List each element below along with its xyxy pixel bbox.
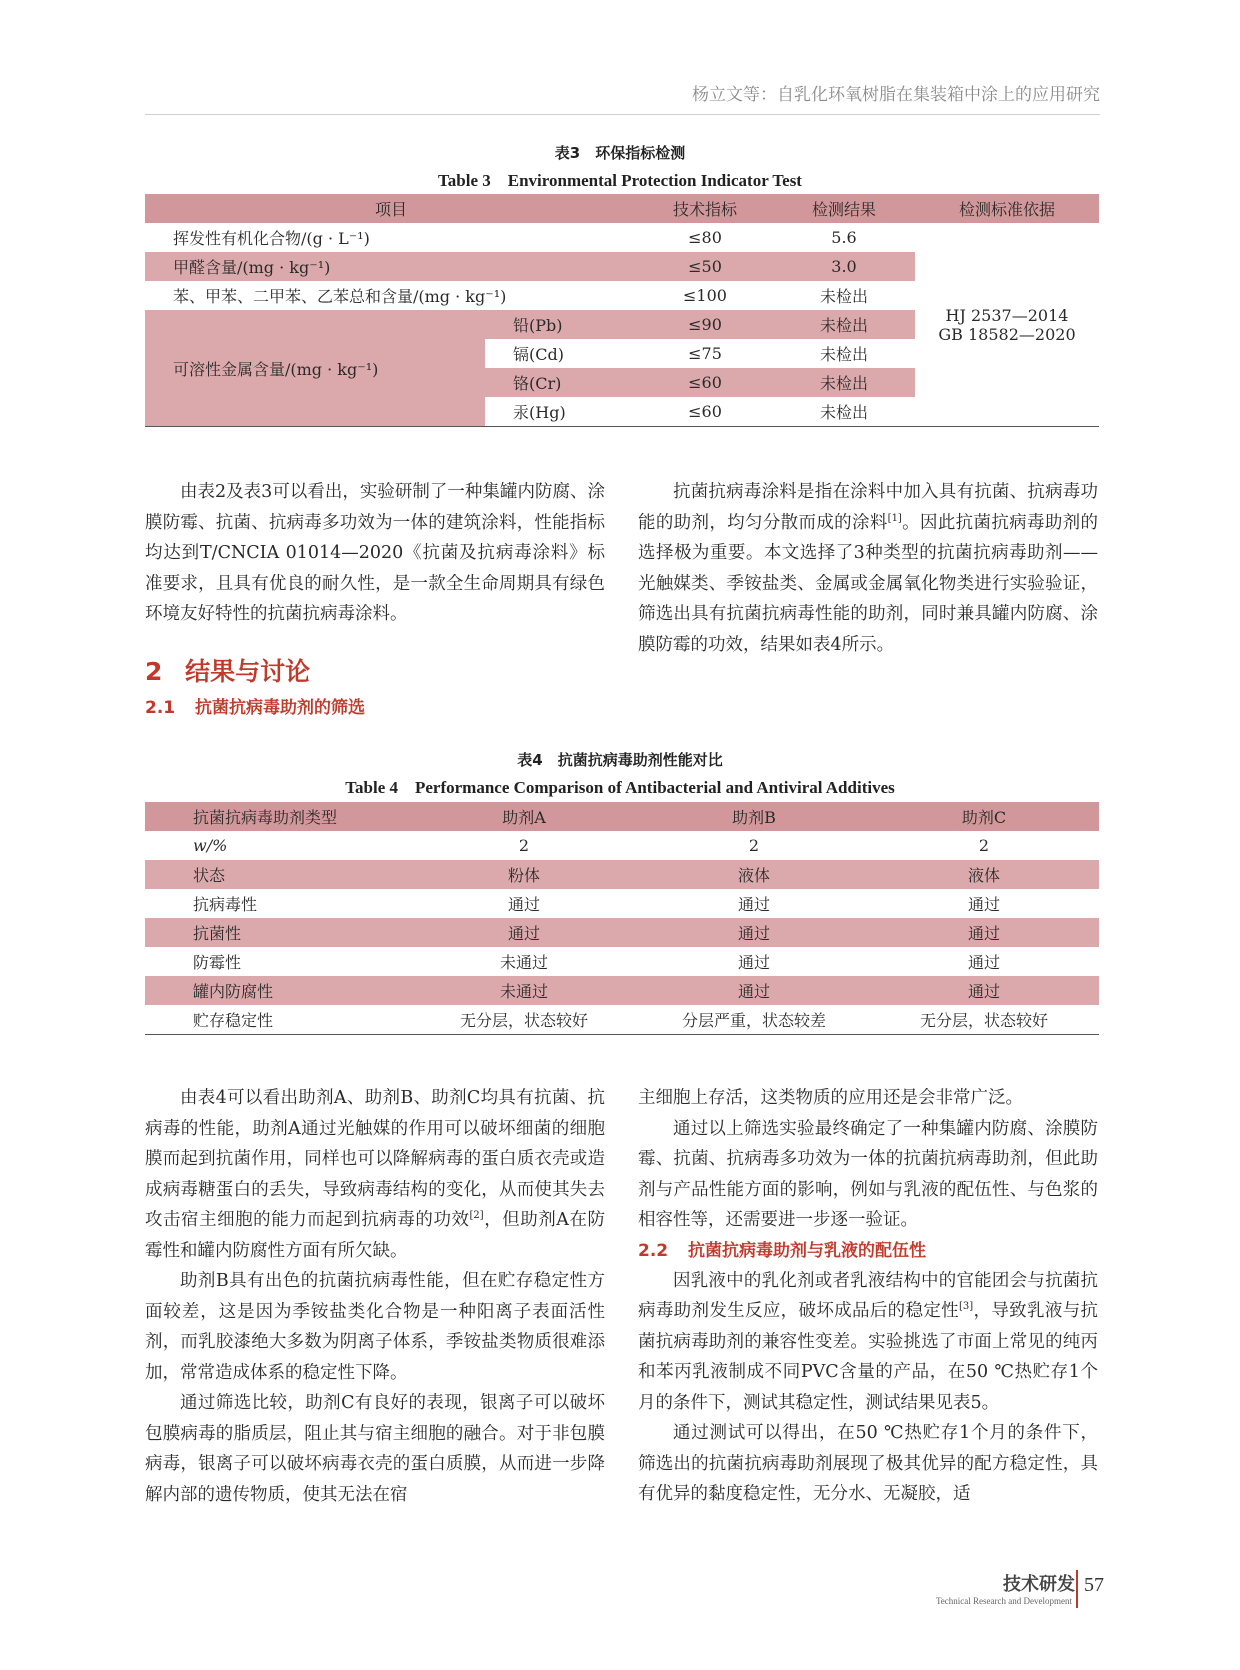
table3-metal-result: 未检出 bbox=[773, 310, 915, 339]
paragraph-text: 因乳液中的乳化剂或者乳液结构中的官能团会与抗菌抗病毒助剂发生反应，破坏成品后的稳定性 bbox=[638, 1270, 1098, 1321]
table4-header-c: 助剂C bbox=[869, 802, 1099, 831]
table3-header-result: 检测结果 bbox=[773, 194, 915, 223]
paragraph bbox=[638, 477, 1098, 660]
table3-metal-name: 镉(Cd) bbox=[513, 345, 564, 364]
footer-section-title-en: Technical Research and Development bbox=[935, 1596, 1072, 1606]
table3-benzene-spec: ≤100 bbox=[683, 286, 727, 305]
table3-formaldehyde-result: 3.0 bbox=[773, 252, 915, 281]
table4-cell: 无分层，状态较好 bbox=[459, 1011, 588, 1030]
table4-cell: 通过 bbox=[737, 953, 770, 972]
table4-row bbox=[145, 860, 1099, 889]
section-21-title: 抗菌抗病毒助剂的筛选 bbox=[195, 698, 366, 718]
table4-cell: 分层严重，状态较差 bbox=[681, 1011, 826, 1030]
table3-benzene-label: 苯、甲苯、二甲苯、乙苯总和含量/(mg · kg⁻¹) bbox=[173, 287, 507, 306]
table4-row bbox=[145, 918, 1099, 947]
table3-header-standard: 检测标准依据 bbox=[915, 194, 1099, 223]
table3-standard-cell bbox=[915, 223, 1099, 427]
table3-row-voc bbox=[145, 223, 1099, 252]
table4-row-label: 状态 bbox=[145, 860, 409, 889]
paragraph: 助剂B具有出色的抗菌抗病毒性能，但在贮存稳定性方面较差，这是因为季铵盐类化合物是一种阳离子表面活性剂，而乳胶漆绝大多数为阴离子体系，季铵盐类物质很难添加，常常造成体系的稳定性下降。 bbox=[145, 1271, 605, 1383]
table3-header-row bbox=[145, 194, 1099, 223]
table3-benzene-result: 未检出 bbox=[819, 287, 868, 306]
table3-metal-result: 未检出 bbox=[819, 403, 868, 422]
table3-metal-result: 未检出 bbox=[819, 345, 868, 364]
table4-header-a: 助剂A bbox=[409, 802, 639, 831]
table3-caption-en: Table 3 Environmental Protection Indicator Test bbox=[438, 171, 802, 190]
left-column-top bbox=[145, 477, 605, 630]
table4-header-b: 助剂B bbox=[639, 802, 869, 831]
left-column-bottom bbox=[145, 1083, 605, 1510]
table4-row bbox=[145, 947, 1099, 976]
paragraph-text: 抗菌抗病毒涂料是指在涂料中加入具有抗菌、抗病毒功能的助剂，均匀分散而成的涂料 bbox=[638, 482, 1098, 533]
paragraph bbox=[145, 1083, 605, 1266]
table3-voc-result: 5.6 bbox=[831, 228, 857, 247]
table3-metal-spec: ≤60 bbox=[637, 368, 773, 397]
table3-standard-1: HJ 2537—2014 bbox=[945, 305, 1069, 325]
right-column-bottom bbox=[638, 1083, 1098, 1510]
table4-row bbox=[145, 976, 1099, 1005]
table3-header-spec: 技术指标 bbox=[637, 194, 773, 223]
table3-voc-spec: ≤80 bbox=[688, 228, 722, 247]
table4-cell: 未通过 bbox=[499, 953, 548, 972]
citation: [3] bbox=[959, 1301, 974, 1313]
table4-cell: 通过 bbox=[639, 976, 869, 1005]
table3-metal-result: 未检出 bbox=[773, 368, 915, 397]
table4-header-row bbox=[145, 802, 1099, 831]
section-21-heading bbox=[145, 693, 365, 718]
table4-cell: 通过 bbox=[869, 918, 1099, 947]
table3 bbox=[145, 194, 1099, 427]
table4 bbox=[145, 802, 1099, 1035]
footer-section-title: 技术研发 bbox=[1003, 1574, 1075, 1595]
table3-voc-label: 挥发性有机化合物/(g · L⁻¹) bbox=[173, 229, 370, 248]
running-head: 杨立文等：自乳化环氧树脂在集装箱中涂上的应用研究 bbox=[145, 84, 1100, 115]
section-2-number: 2 bbox=[145, 657, 163, 686]
table4-row-label: w/% bbox=[193, 836, 228, 855]
paragraph: 主细胞上存活，这类物质的应用还是会非常广泛。 bbox=[638, 1088, 1023, 1108]
table4-row bbox=[145, 889, 1099, 918]
table4-cell: 通过 bbox=[967, 895, 1000, 914]
table4-cell: 通过 bbox=[869, 976, 1099, 1005]
section-2-heading bbox=[145, 652, 310, 688]
paragraph-text: ，但助剂A在防霉性和罐内防腐性方面有所欠缺。 bbox=[145, 1210, 606, 1261]
table4-cell: 粉体 bbox=[409, 860, 639, 889]
paragraph-text: 。因此抗菌抗病毒助剂的选择极为重要。本文选择了3种类型的抗菌抗病毒助剂——光触媒类、季铵盐类、金属或金属氧化物类进行实验验证，筛选出具有抗菌抗病毒性能的助剂，同时兼具罐内防腐、涂膜防霉的功效，结果如表4所示。 bbox=[638, 512, 1099, 655]
table4-cell: 未通过 bbox=[409, 976, 639, 1005]
section-22-number: 2.2 bbox=[638, 1240, 669, 1261]
table4-row bbox=[145, 1005, 1099, 1035]
table4-row-label: 抗菌性 bbox=[145, 918, 409, 947]
table3-metal-spec: ≤60 bbox=[688, 402, 722, 421]
paragraph bbox=[638, 1266, 1098, 1419]
paragraph: 通过以上筛选实验最终确定了一种集罐内防腐、涂膜防霉、抗菌、抗病毒多功效为一体的抗菌抗病毒助剂，但此助剂与产品性能方面的影响，例如与乳液的配伍性、与色浆的相容性等，还需要进一步逐一验证。 bbox=[638, 1118, 1098, 1230]
paragraph: 通过测试可以得出，在50 ℃热贮存1个月的条件下，筛选出的抗菌抗病毒助剂展现了极其优异的配方稳定性，具有优异的黏度稳定性，无分水、无凝胶，适 bbox=[638, 1423, 1098, 1504]
section-22-heading bbox=[638, 1236, 1098, 1266]
table3-metal-group: 可溶性金属含量/(mg · kg⁻¹) bbox=[145, 310, 485, 427]
table4-caption-zh: 表4 抗菌抗病毒助剂性能对比 bbox=[517, 751, 723, 769]
table4-row-label: 罐内防腐性 bbox=[145, 976, 409, 1005]
table4-row-label: 贮存稳定性 bbox=[193, 1011, 274, 1030]
table4-cell: 液体 bbox=[639, 860, 869, 889]
section-22-title: 抗菌抗病毒助剂与乳液的配伍性 bbox=[688, 1240, 927, 1261]
table4-row-label: 抗病毒性 bbox=[193, 895, 258, 914]
table3-formaldehyde-spec: ≤50 bbox=[637, 252, 773, 281]
table3-formaldehyde-label: 甲醛含量/(mg · kg⁻¹) bbox=[145, 252, 637, 281]
page-number: 57 bbox=[1084, 1574, 1104, 1596]
section-2-title: 结果与讨论 bbox=[185, 657, 311, 686]
paragraph: 通过筛选比较，助剂C有良好的表现，银离子可以破坏包膜病毒的脂质层，阻止其与宿主细胞的融合。对于非包膜病毒，银离子可以破坏病毒衣壳的蛋白质膜，从而进一步降解内部的遗传物质，使其无法在宿 bbox=[145, 1393, 605, 1505]
citation: [1] bbox=[887, 512, 902, 524]
table4-cell: 液体 bbox=[869, 860, 1099, 889]
table4-cell: 2 bbox=[978, 836, 990, 855]
right-column-top bbox=[638, 477, 1098, 660]
table4-cell: 2 bbox=[748, 836, 760, 855]
paragraph: 由表2及表3可以看出，实验研制了一种集罐内防腐、涂膜防霉、抗菌、抗病毒多功效为一体的建筑涂料，性能指标均达到T/CNCIA 01014—2020《抗菌及抗病毒涂料》标准要求，且具有优良的耐久性，是一款全生命周期具有绿色环境友好特性的抗菌抗病毒涂料。 bbox=[145, 482, 605, 624]
table4-row bbox=[145, 831, 1099, 860]
table4-row-label: 防霉性 bbox=[193, 953, 242, 972]
table3-metal-name: 铬(Cr) bbox=[485, 368, 637, 397]
table3-standard-2: GB 18582—2020 bbox=[938, 324, 1076, 344]
table3-metal-name: 汞(Hg) bbox=[513, 403, 566, 422]
table4-cell: 通过 bbox=[967, 953, 1000, 972]
table3-header-item: 项目 bbox=[145, 194, 637, 223]
table4-cell: 通过 bbox=[507, 895, 540, 914]
citation: [2] bbox=[469, 1210, 484, 1222]
table3-metal-name: 铅(Pb) bbox=[485, 310, 637, 339]
paragraph-text: 由表4可以看出助剂A、助剂B、助剂C均具有抗菌、抗病毒的性能，助剂A通过光触媒的作用可以破坏细菌的细胞膜而起到抗菌作用，同样也可以降解病毒的蛋白质衣壳或造成病毒糖蛋白的丢失，导致病毒结构的变化，从而使其失去攻击宿主细胞的能力而起到抗病毒的功效 bbox=[145, 1088, 605, 1230]
table3-caption-zh: 表3 环保指标检测 bbox=[554, 144, 686, 162]
section-21-number: 2.1 bbox=[145, 698, 176, 718]
table4-cell: 通过 bbox=[737, 895, 770, 914]
table4-cell: 通过 bbox=[409, 918, 639, 947]
footer-divider bbox=[1076, 1570, 1078, 1608]
table4-caption-en: Table 4 Performance Comparison of Antibacterial and Antiviral Additives bbox=[345, 778, 895, 797]
table3-metal-spec: ≤90 bbox=[637, 310, 773, 339]
table4-cell: 无分层，状态较好 bbox=[919, 1011, 1048, 1030]
table4-cell: 通过 bbox=[639, 918, 869, 947]
paragraph-text: ，导致乳液与抗菌抗病毒助剂的兼容性变差。实验挑选了市面上常见的纯丙和苯丙乳液制成不同PVC含量的产品，在50 ℃热贮存1个月的条件下，测试其稳定性，测试结果见表5。 bbox=[638, 1301, 1099, 1413]
table4-cell: 2 bbox=[518, 836, 530, 855]
table4-header-type: 抗菌抗病毒助剂类型 bbox=[145, 802, 409, 831]
table3-metal-spec: ≤75 bbox=[688, 344, 722, 363]
